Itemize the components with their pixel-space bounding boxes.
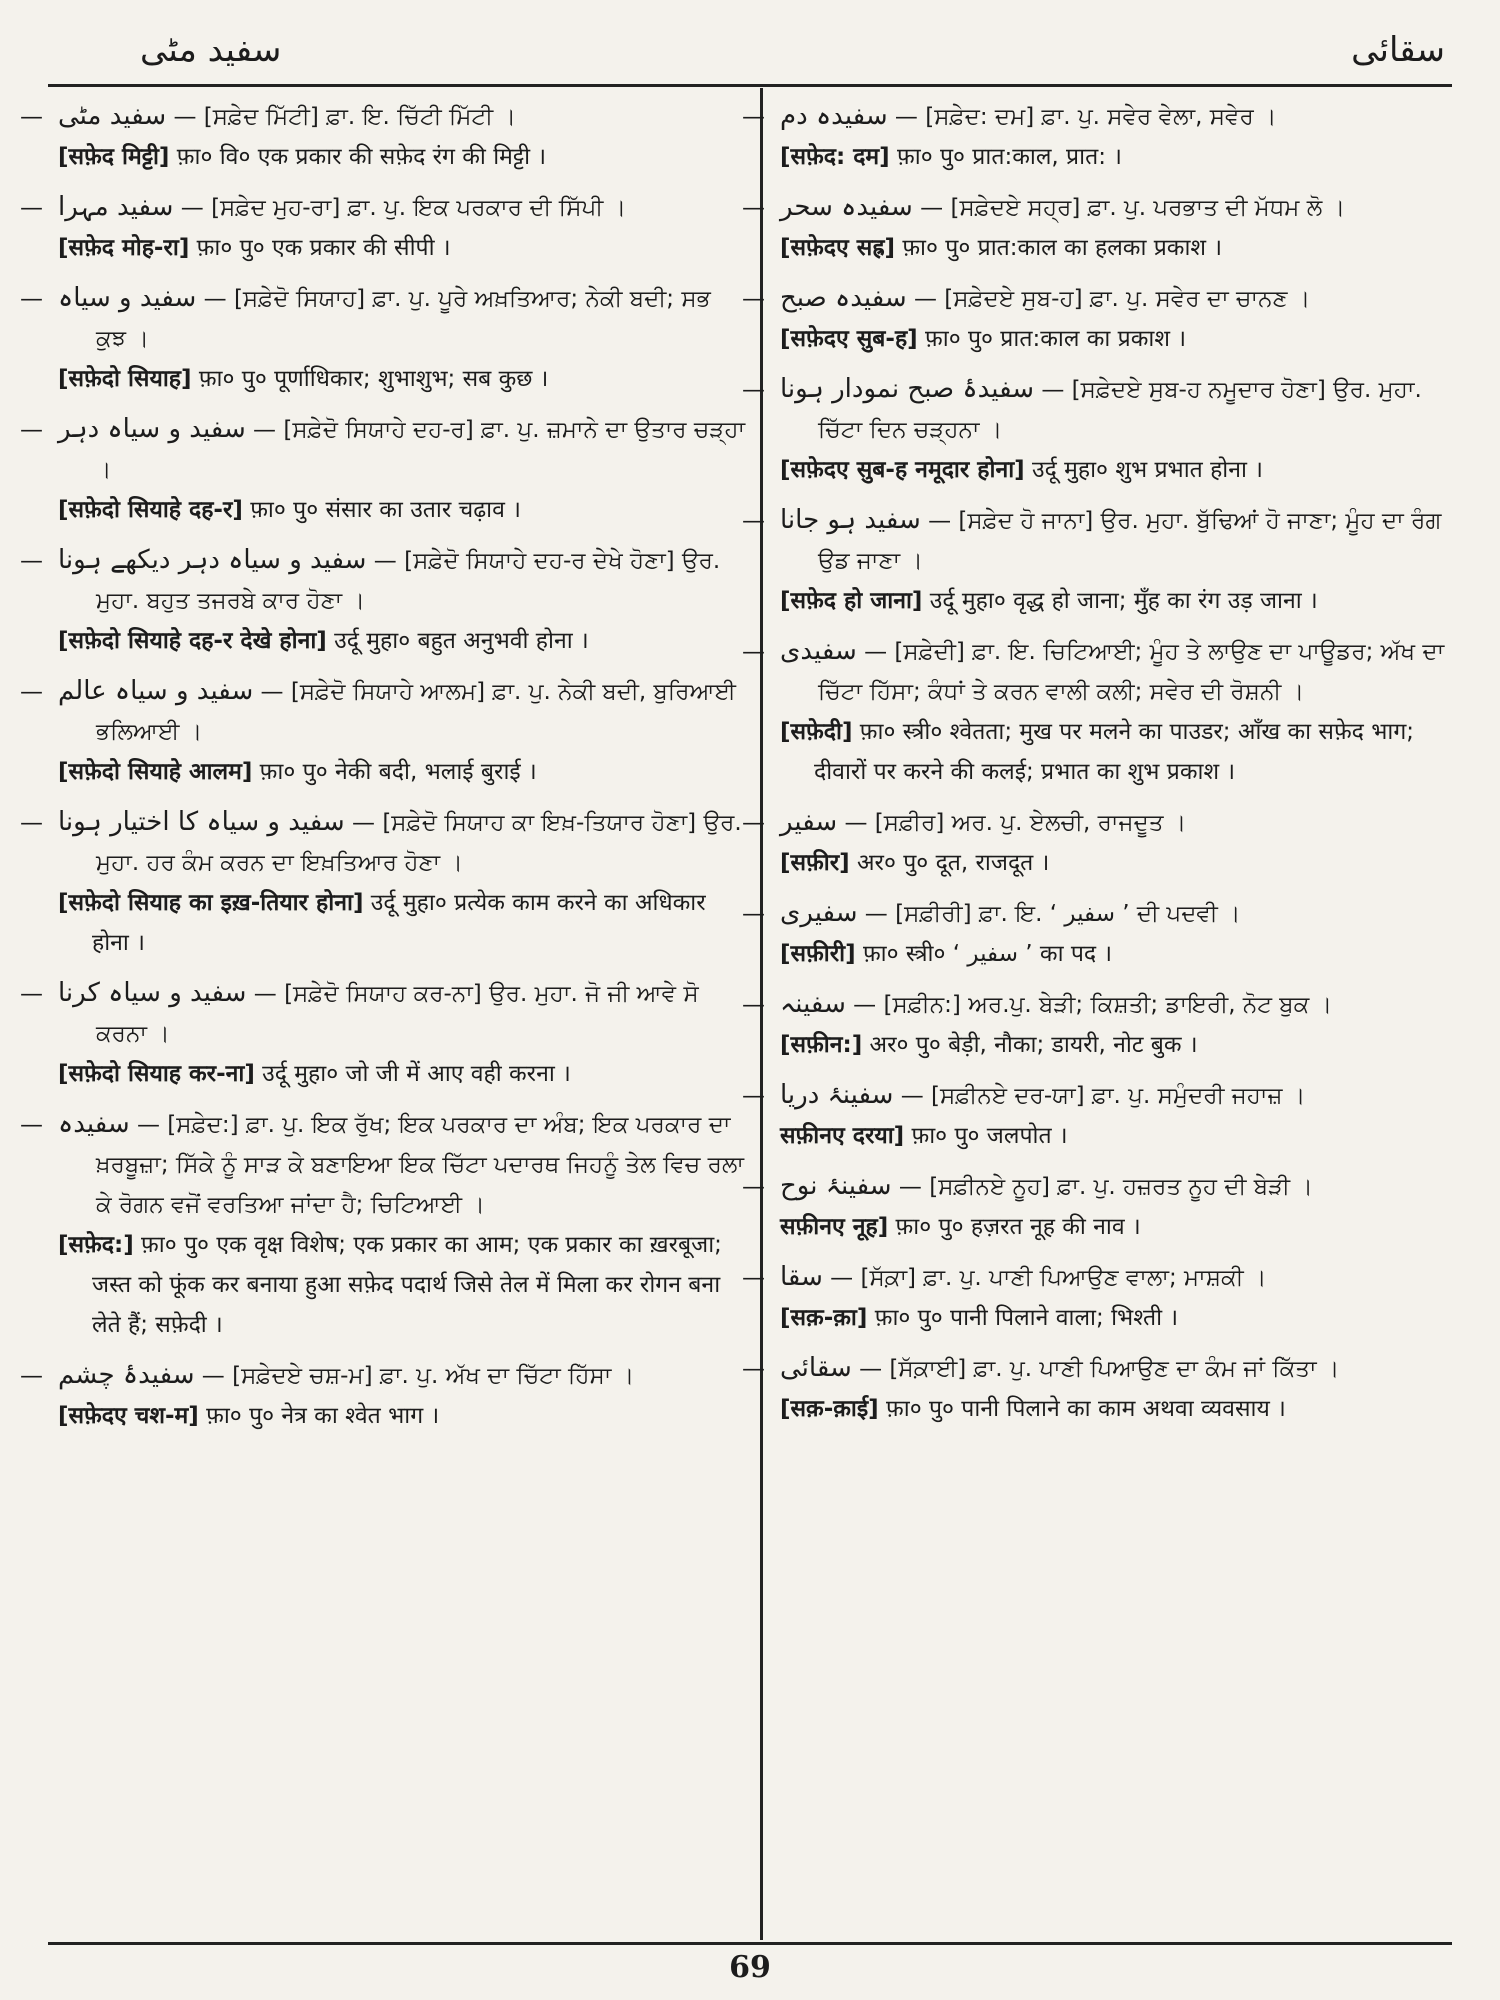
punjabi-definition: ਉਰ. ਮੁਹਾ. ਹਰ ਕੰਮ ਕਰਨ ਦਾ ਇਖ਼ਤਿਆਰ ਹੋਣਾ । [96,810,742,876]
hindi-headword: [सफ़ेद हो जाना] [780,588,923,614]
hindi-definition: फ़ा० पु० एक वृक्ष विशेष; एक प्रकार का आम; एक प्रकार का ख़रबूजा; जस्त को फूंक कर बनाया हुआ सफ़ेद पदार्थ जिसे तेल में मिला कर रोगन बना लेते हैं; सफ़ेदी । [92,1232,722,1338]
punjabi-definition: ਫ਼ਾ. ਪੁ. ਪੂਰੇ ਅਖ਼ਤਿਆਰ; ਨੇਕੀ ਬਦੀ; ਸਭ ਕੁਝ । [96,286,711,352]
urdu-headword: سفید مہرا [58,192,174,222]
hindi-definition: फ़ा० पु० संसार का उतार चढ़ाव । [250,497,521,523]
headword-separator: — [857,901,896,927]
punjabi-definition: ਫ਼ਾ. ਪੁ. ਸਵੇਰ ਵੇਲਾ, ਸਵੇਰ । [1041,104,1277,130]
hindi-line [780,712,1460,792]
punjabi-line: —سفیدہ سحر — [ਸਫ਼ੇਦਏ ਸਹ੍ਰ] ਫ਼ਾ. ਪੁ. ਪਰਭਾਤ ਦੀ ਮੱਧਮ ਲੋ । [742,192,1346,222]
hindi-line [58,1396,748,1436]
punjabi-headword: [ਸਫ਼ੀਨਏ ਦਰ-ਯਾ] [931,1083,1085,1109]
punjabi-definition: ਫ਼ਾ. ਇ. ਚਿੱਟੀ ਮਿੱਟੀ । [326,104,516,130]
punjabi-headword: [ਸਫ਼ੇਦ:] [167,1112,239,1138]
hindi-line [58,1225,748,1345]
punjabi-definition: ਉਰ. ਮੁਹਾ. ਜੋ ਜੀ ਆਵੇ ਸੋ ਕਰਨਾ । [96,981,699,1047]
dictionary-entry [742,500,1460,621]
dictionary-entry [20,973,748,1094]
headword-separator: — [887,104,926,130]
headword-separator: — [893,1083,932,1109]
hindi-definition: फ़ा० पु० प्रात:काल का हलका प्रकाश । [902,235,1223,261]
urdu-headword: سفیر [780,807,838,837]
dictionary-entry [20,540,748,661]
punjabi-definition: ਉਰ. ਮੁਹਾ. ਬਹੁਤ ਤਜਰਬੇ ਕਾਰ ਹੋਣਾ । [96,548,721,614]
urdu-headword: سفید و سیاہ دہر [58,414,246,444]
headword-separator: — [253,679,291,705]
hindi-headword: [सफ़ेदए चश-म] [58,1403,199,1429]
punjabi-line: —سفید و سیاہ عالم — [ਸਫ਼ੇਦੋ ਸਿਯਾਹੇ ਆਲਮ] ਫ਼ਾ. ਪੁ. ਨੇਕੀ ਬਦੀ, ਬੁਰਿਆਈ ਭਲਿਆਈ । [20,676,736,745]
hindi-definition: फ़ा० पु० हज़रत नूह की नाव । [895,1214,1141,1240]
punjabi-line: —سفید و سیاہ — [ਸਫ਼ੇਦੋ ਸਿਯਾਹ] ਫ਼ਾ. ਪੁ. ਪੂਰੇ ਅਖ਼ਤਿਆਰ; ਨੇਕੀ ਬਦੀ; ਸਭ ਕੁਝ । [20,283,711,352]
hindi-headword: [सफ़ीन:] [780,1032,863,1058]
punjabi-headword: [ਸਫ਼ੇਦ ਮੁਹ-ਰਾ] [211,195,341,221]
hindi-headword: सफ़ीनए दरया] [780,1123,905,1149]
right-column [742,96,1460,1936]
punjabi-line: —سفید ہو جانا — [ਸਫ਼ੇਦ ਹੋ ਜਾਨਾ] ਉਰ. ਮੁਹਾ. ਬੁੱਢਿਆਂ ਹੋ ਜਾਣਾ; ਮੂੰਹ ਦਾ ਰੰਗ ਉਡ ਜਾਣਾ । [742,505,1442,574]
hindi-line [780,1298,1460,1338]
punjabi-definition: ਫ਼ਾ. ਪੁ. ਜ਼ਮਾਨੇ ਦਾ ਉਤਾਰ ਚੜ੍ਹਾ । [96,417,746,483]
punjabi-line: —سفیر — [ਸਫ਼ੀਰ] ਅਰ. ਪੁ. ਏਲਚੀ, ਰਾਜਦੂਤ । [742,807,1187,837]
urdu-headword: سفیدہ دم [780,101,888,131]
headword-separator: — [196,286,234,312]
dictionary-entry [20,671,748,792]
hindi-line [58,228,748,268]
headword-separator: — [344,810,383,836]
guide-word-left: سفید مٹی [140,30,282,70]
punjabi-line: —سفید و سیاہ کا اختیار ہونا — [ਸਫ਼ੇਦੋ ਸਿਯਾਹ ਕਾ ਇਖ਼-ਤਿਯਾਰ ਹੋਣਾ] ਉਰ. ਮੁਹਾ. ਹਰ ਕੰਮ ਕਰਨ ਦਾ ਇਖ਼ਤਿਆਰ ਹੋਣਾ । [20,807,742,876]
dictionary-entry [20,278,748,399]
punjabi-definition: ਫ਼ਾ. ਪੁ. ਇਕ ਪਰਕਾਰ ਦੀ ਸਿੱਪੀ । [347,195,627,221]
hindi-line [780,581,1460,621]
punjabi-line: —سفید و سیاہ دہر — [ਸਫ਼ੇਦੋ ਸਿਯਾਹੇ ਦਹ-ਰ] ਫ਼ਾ. ਪੁ. ਜ਼ਮਾਨੇ ਦਾ ਉਤਾਰ ਚੜ੍ਹਾ । [20,414,746,483]
urdu-headword: سفیدہ صبح [780,283,907,313]
headword-separator: — [173,195,212,221]
punjabi-headword: [ਸਫ਼ੇਦਏ ਸੁਬ-ਹ] [944,286,1083,312]
hindi-headword: [सफ़ेद मोह-रा] [58,235,190,261]
headword-separator: — [920,508,959,534]
left-column [20,96,748,1936]
dictionary-entry [20,187,748,268]
hindi-definition: फ़ा० वि० एक प्रकार की सफ़ेद रंग की मिट्टी । [176,144,547,170]
hindi-line [58,752,748,792]
headword-separator: — [906,286,945,312]
dictionary-entry [742,187,1460,268]
punjabi-line: —سفیدہ دم — [ਸਫ਼ੇਦ: ਦਮ] ਫ਼ਾ. ਪੁ. ਸਵੇਰ ਵੇਲਾ, ਸਵੇਰ । [742,101,1277,131]
punjabi-line: —سفید مٹی — [ਸਫ਼ੇਦ ਮਿੱਟੀ] ਫ਼ਾ. ਇ. ਚਿੱਟੀ ਮਿੱਟੀ । [20,101,516,131]
punjabi-definition: ਫ਼ਾ. ਪੁ. ਨੇਕੀ ਬਦੀ, ਬੁਰਿਆਈ ਭਲਿਆਈ । [96,679,736,745]
dictionary-entry [20,96,748,177]
punjabi-headword: [ਸਫ਼ੇਦਏ ਚਸ਼-ਮ] [232,1363,373,1389]
punjabi-line: —سفینہ — [ਸਫ਼ੀਨ:] ਅਰ.ਪੁ. ਬੇੜੀ; ਕਿਸ਼ਤੀ; ਡਾਇਰੀ, ਨੋਟ ਬੁਕ । [742,989,1333,1019]
urdu-headword: سفینۂ نوح [780,1171,892,1201]
dictionary-entry [742,893,1460,974]
urdu-headword: سفیدہ [58,1109,130,1139]
dictionary-entry [742,1257,1460,1338]
urdu-headword: سفید و سیاہ عالم [58,676,254,706]
punjabi-definition: ਅਰ.ਪੁ. ਬੇੜੀ; ਕਿਸ਼ਤੀ; ਡਾਇਰੀ, ਨੋਟ ਬੁਕ । [968,992,1333,1018]
punjabi-definition: ਅਰ. ਪੁ. ਏਲਚੀ, ਰਾਜਦੂਤ । [951,810,1187,836]
headword-separator: — [822,1265,861,1291]
hindi-definition: अर० पु० बेड़ी, नौका; डायरी, नोट बुक । [869,1032,1198,1058]
footer-rule [48,1942,1452,1945]
punjabi-definition: ਫ਼ਾ. ਪੁ. ਹਜ਼ਰਤ ਨੂਹ ਦੀ ਬੇੜੀ । [1057,1174,1313,1200]
punjabi-line: —سفینۂ نوح — [ਸਫ਼ੀਨਏ ਨੂਹ] ਫ਼ਾ. ਪੁ. ਹਜ਼ਰਤ ਨੂਹ ਦੀ ਬੇੜੀ । [742,1171,1313,1201]
hindi-headword: [सफ़ेदए सुब-ह नमूदार होना] [780,457,1025,483]
punjabi-definition: ਫ਼ਾ. ਪੁ. ਇਕ ਰੁੱਖ; ਇਕ ਪਰਕਾਰ ਦਾ ਅੰਬ; ਇਕ ਪਰਕਾਰ ਦਾ ਖ਼ਰਬੂਜ਼ਾ; ਸਿੱਕੇ ਨੂੰ ਸਾੜ ਕੇ ਬਣਾਇਆ ਇਕ ਚਿੱਟਾ ਪਦਾਰਥ ਜਿਹਨੂੰ ਤੇਲ ਵਿਚ ਰਲਾ ਕੇ ਰੋਗਨ ਵਜੋਂ ਵਰਤਿਆ ਜਾਂਦਾ ਹੈ; ਚਿਟਿਆਈ । [96,1112,745,1218]
punjabi-headword: [ਸਫ਼ੇਦਏ ਸਹ੍ਰ] [950,195,1081,221]
urdu-headword: سفیدہ سحر [780,192,913,222]
dictionary-entry [742,278,1460,359]
punjabi-headword: [ਸਫ਼ੀਨਏ ਨੂਹ] [929,1174,1050,1200]
urdu-headword: سقا [780,1262,823,1292]
hindi-headword: [सफ़ेदए सुब-ह] [780,326,918,352]
hindi-definition: उर्दू मुहा० जो जी में आए वही करना । [262,1061,571,1087]
punjabi-headword: [ਸਫ਼ੇਦੀ] [894,639,965,665]
headword-separator: — [129,1112,168,1138]
hindi-line [780,934,1460,974]
punjabi-headword: [ਸਫ਼ੇਦ ਮਿੱਟੀ] [203,104,319,130]
hindi-line [780,137,1460,177]
punjabi-definition: ਫ਼ਾ. ਪੁ. ਪਰਭਾਤ ਦੀ ਮੱਧਮ ਲੋ । [1087,195,1346,221]
hindi-line [780,1207,1460,1247]
page-number: 69 [729,1950,771,1985]
dictionary-entry [742,369,1460,490]
hindi-definition: फ़ा० पु० प्रात:काल का प्रकाश । [925,326,1187,352]
punjabi-headword: [ਸਫ਼ੇਦੋ ਸਿਯਾਹੇ ਆਲਮ] [290,679,486,705]
hindi-definition: फ़ा० पु० पूर्णाधिकार; शुभाशुभ; सब कुछ । [198,366,549,392]
hindi-headword: [सफ़ेद: दम] [780,144,890,170]
hindi-line [58,137,748,177]
urdu-headword: سفینۂ دریا [780,1080,894,1110]
urdu-headword: سفید و سیاہ [58,283,197,313]
hindi-headword: [सफ़ेदए सह्र] [780,235,896,261]
dictionary-entry [742,96,1460,177]
headword-separator: — [1034,377,1072,403]
hindi-definition: फ़ा० स्त्री० ‘ سفیر ’ का पद । [862,941,1113,967]
headword-separator: — [837,810,875,836]
punjabi-headword: [ਸਫ਼ੇਦੋ ਸਿਯਾਹ ਕਾ ਇਖ਼-ਤਿਯਾਰ ਹੋਣਾ] [382,810,697,836]
hindi-headword: [सफ़ेदो सियाहे दह-र] [58,497,243,523]
punjabi-definition: ਫ਼ਾ. ਪੁ. ਅੱਖ ਦਾ ਚਿੱਟਾ ਹਿੱਸਾ । [379,1363,635,1389]
hindi-line [780,450,1460,490]
urdu-headword: سفیدۂ چشم [58,1360,195,1390]
hindi-definition: फ़ा० पु० जलपोत । [911,1123,1068,1149]
dictionary-entry [742,631,1460,792]
punjabi-definition: ਫ਼ਾ. ਇ. ‘ سفیر ’ ਦੀ ਪਦਵੀ । [978,901,1241,927]
headword-separator: — [194,1363,233,1389]
urdu-headword: سقائی [780,1353,852,1383]
punjabi-headword: [ਸਫ਼ੇਦੋ ਸਿਯਾਹ] [233,286,366,312]
punjabi-definition: ਫ਼ਾ. ਇ. ਚਿਟਿਆਈ; ਮੂੰਹ ਤੇ ਲਾਉਣ ਦਾ ਪਾਊਡਰ; ਅੱਖ ਦਾ ਚਿੱਟਾ ਹਿੱਸਾ; ਕੰਧਾਂ ਤੇ ਕਰਨ ਵਾਲੀ ਕਲੀ; ਸਵੇਰ ਦੀ ਰੋਸ਼ਨੀ । [818,639,1445,705]
hindi-line [58,1054,748,1094]
punjabi-line: —سقائی — [ਸੱਕ਼ਾਈ] ਫ਼ਾ. ਪੁ. ਪਾਣੀ ਪਿਆਉਣ ਦਾ ਕੰਮ ਜਾਂ ਕਿੱਤਾ । [742,1353,1340,1383]
headword-separator: — [856,639,895,665]
hindi-definition: फ़ा० पु० पानी पिलाने का काम अथवा व्यवसाय । [886,1396,1286,1422]
punjabi-headword: [ਸੱਕ਼ਾਈ] [889,1356,967,1382]
dictionary-entry [20,1355,748,1436]
punjabi-definition: ਫ਼ਾ. ਪੁ. ਸਵੇਰ ਦਾ ਚਾਨਣ । [1089,286,1311,312]
hindi-definition: उर्दू मुहा० प्रत्येक काम करने का अधिकार होना । [92,890,706,956]
urdu-headword: سفید و سیاہ کا اختیار ہونا [58,807,345,837]
hindi-line [780,319,1460,359]
dictionary-entry [20,1104,748,1345]
urdu-headword: سفید ہو جانا [780,505,921,535]
hindi-headword: [सफ़ेद मिट्टी] [58,144,170,170]
hindi-line [58,490,748,530]
hindi-line [780,1389,1460,1429]
punjabi-headword: [ਸਫ਼ੇਦੋ ਸਿਯਾਹ ਕਰ-ਨਾ] [284,981,482,1007]
guide-word-right: سقائی [1351,30,1445,70]
hindi-definition: फ़ा० स्त्री० श्वेतता; मुख पर मलने का पाउडर; आँख का सफ़ेद भाग; दीवारों पर करने की कलई; प्रभात का शुभ प्रकाश । [814,719,1415,785]
urdu-headword: سفیدی [780,636,857,666]
hindi-definition: फ़ा० पु० नेकी बदी, भलाई बुराई । [259,759,537,785]
punjabi-headword: [ਸੱਕ਼ਾ] [860,1265,916,1291]
hindi-definition: उर्दू मुहा० वृद्ध हो जाना; मुँह का रंग उड़ जाना । [929,588,1318,614]
hindi-headword: सफ़ीनए नूह] [780,1214,889,1240]
headword-separator: — [246,981,285,1007]
hindi-headword: [सफ़ेदो सियाहे आलम] [58,759,253,785]
dictionary-entry [742,802,1460,883]
headword-separator: — [166,104,204,130]
dictionary-entry [742,984,1460,1065]
punjabi-headword: [ਸਫ਼ੇਦਏ ਸੁਬ-ਹ ਨਮੂਦਾਰ ਹੋਣਾ] [1071,377,1326,403]
punjabi-line: —سفینۂ دریا — [ਸਫ਼ੀਨਏ ਦਰ-ਯਾ] ਫ਼ਾ. ਪੁ. ਸਮੁੰਦਰੀ ਜਹਾਜ਼ । [742,1080,1306,1110]
urdu-headword: سفید و سیاہ کرنا [58,978,247,1008]
punjabi-line: —سفید و سیاہ دہر دیکھے ہونا — [ਸਫ਼ੇਦੋ ਸਿਯਾਹੇ ਦਹ-ਰ ਦੇਖੇ ਹੋਣਾ] ਉਰ. ਮੁਹਾ. ਬਹੁਤ ਤਜਰਬੇ ਕਾਰ ਹੋਣਾ । [20,545,721,614]
urdu-headword: سفیری [780,898,858,928]
punjabi-definition: ਉਰ. ਮੁਹਾ. ਚਿੱਟਾ ਦਿਨ ਚੜ੍ਹਨਾ । [818,377,1422,443]
punjabi-line: —سفید و سیاہ کرنا — [ਸਫ਼ੇਦੋ ਸਿਯਾਹ ਕਰ-ਨਾ] ਉਰ. ਮੁਹਾ. ਜੋ ਜੀ ਆਵੇ ਸੋ ਕਰਨਾ । [20,978,699,1047]
punjabi-definition: ਫ਼ਾ. ਪੁ. ਪਾਣੀ ਪਿਆਉਣ ਦਾ ਕੰਮ ਜਾਂ ਕਿੱਤਾ । [973,1356,1340,1382]
punjabi-line: —سفید مہرا — [ਸਫ਼ੇਦ ਮੁਹ-ਰਾ] ਫ਼ਾ. ਪੁ. ਇਕ ਪਰਕਾਰ ਦੀ ਸਿੱਪੀ । [20,192,627,222]
hindi-definition: फ़ा० पु० प्रात:काल, प्रात: । [897,144,1122,170]
punjabi-definition: ਫ਼ਾ. ਪੁ. ਸਮੁੰਦਰੀ ਜਹਾਜ਼ । [1091,1083,1306,1109]
hindi-headword: [सफ़ीरी] [780,941,856,967]
punjabi-line: —سفیدہ — [ਸਫ਼ੇਦ:] ਫ਼ਾ. ਪੁ. ਇਕ ਰੁੱਖ; ਇਕ ਪਰਕਾਰ ਦਾ ਅੰਬ; ਇਕ ਪਰਕਾਰ ਦਾ ਖ਼ਰਬੂਜ਼ਾ; ਸਿੱਕੇ ਨੂੰ ਸਾੜ ਕੇ ਬਣਾਇਆ ਇਕ ਚਿੱਟਾ ਪਦਾਰਥ ਜਿਹਨੂੰ ਤੇਲ ਵਿਚ ਰਲਾ ਕੇ ਰੋਗਨ ਵਜੋਂ ਵਰਤਿਆ ਜਾਂਦਾ ਹੈ; ਚਿਟਿਆਈ । [20,1109,745,1218]
punjabi-definition: ਫ਼ਾ. ਪੁ. ਪਾਣੀ ਪਿਆਉਣ ਵਾਲਾ; ਮਾਸ਼ਕੀ । [923,1265,1267,1291]
hindi-definition: फ़ा० पु० पानी पिलाने वाला; भिश्ती । [874,1305,1179,1331]
header-rule [48,84,1452,87]
headword-separator: — [891,1174,930,1200]
headword-separator: — [851,1356,890,1382]
punjabi-line: —سقا — [ਸੱਕ਼ਾ] ਫ਼ਾ. ਪੁ. ਪਾਣੀ ਪਿਆਉਣ ਵਾਲਾ; ਮਾਸ਼ਕੀ । [742,1262,1267,1292]
punjabi-headword: [ਸਫ਼ੇਦ: ਦਮ] [925,104,1035,130]
punjabi-line: —سفیدہ صبح — [ਸਫ਼ੇਦਏ ਸੁਬ-ਹ] ਫ਼ਾ. ਪੁ. ਸਵੇਰ ਦਾ ਚਾਨਣ । [742,283,1311,313]
hindi-line [58,883,748,963]
hindi-headword: [सक़-क़ा] [780,1305,868,1331]
punjabi-line: —سفیدۂ صبح نمودار ہونا — [ਸਫ਼ੇਦਏ ਸੁਬ-ਹ ਨਮੂਦਾਰ ਹੋਣਾ] ਉਰ. ਮੁਹਾ. ਚਿੱਟਾ ਦਿਨ ਚੜ੍ਹਨਾ । [742,374,1422,443]
urdu-headword: سفیدۂ صبح نمودار ہونا [780,374,1035,404]
urdu-headword: سفید و سیاہ دہر دیکھے ہونا [58,545,367,575]
hindi-line [780,843,1460,883]
punjabi-line: —سفیدی — [ਸਫ਼ੇਦੀ] ਫ਼ਾ. ਇ. ਚਿਟਿਆਈ; ਮੂੰਹ ਤੇ ਲਾਉਣ ਦਾ ਪਾਊਡਰ; ਅੱਖ ਦਾ ਚਿੱਟਾ ਹਿੱਸਾ; ਕੰਧਾਂ ਤੇ ਕਰਨ ਵਾਲੀ ਕਲੀ; ਸਵੇਰ ਦੀ ਰੋਸ਼ਨੀ । [742,636,1445,705]
urdu-headword: سفید مٹی [58,101,167,131]
hindi-line [58,359,748,399]
hindi-definition: अर० पु० दूत, राजदूत । [856,850,1050,876]
dictionary-entry [742,1166,1460,1247]
headword-separator: — [245,417,284,443]
hindi-headword: [सफ़ेद:] [58,1232,134,1258]
headword-separator: — [912,195,951,221]
dictionary-entry [742,1075,1460,1156]
dictionary-entry [742,1348,1460,1429]
hindi-line [780,1116,1460,1156]
punjabi-headword: [ਸਫ਼ੇਦੋ ਸਿਯਾਹੇ ਦਹ-ਰ] [283,417,474,443]
hindi-line [780,1025,1460,1065]
punjabi-line: —سفیدۂ چشم — [ਸਫ਼ੇਦਏ ਚਸ਼-ਮ] ਫ਼ਾ. ਪੁ. ਅੱਖ ਦਾ ਚਿੱਟਾ ਹਿੱਸਾ । [20,1360,635,1390]
hindi-headword: [सक़-क़ाई] [780,1396,879,1422]
hindi-definition: फ़ा० पु० नेत्र का श्वेत भाग । [206,1403,440,1429]
headword-separator: — [366,548,405,574]
hindi-headword: [सफ़ीर] [780,850,850,876]
headword-separator: — [845,992,884,1018]
dictionary-entry [20,409,748,530]
hindi-headword: [सफ़ेदो सियाह कर-ना] [58,1061,255,1087]
hindi-headword: [सफ़ेदो सियाह का इख़-तियार होना] [58,890,364,916]
punjabi-headword: [ਸਫ਼ੇਦ ਹੋ ਜਾਨਾ] [958,508,1094,534]
hindi-definition: उर्दू मुहा० शुभ प्रभात होना । [1032,457,1263,483]
punjabi-headword: [ਸਫ਼ੀਰ] [874,810,945,836]
punjabi-line: —سفیری — [ਸਫ਼ੀਰੀ] ਫ਼ਾ. ਇ. ‘ سفیر ’ ਦੀ ਪਦਵੀ । [742,898,1241,928]
hindi-headword: [सफ़ेदो सियाह] [58,366,192,392]
hindi-headword: [सफ़ेदी] [780,719,853,745]
punjabi-headword: [ਸਫ਼ੀਨ:] [883,992,961,1018]
punjabi-headword: [ਸਫ਼ੀਰੀ] [895,901,972,927]
hindi-headword: [सफ़ेदो सियाहे दह-र देखे होना] [58,628,327,654]
hindi-definition: फ़ा० पु० एक प्रकार की सीपी । [196,235,451,261]
hindi-line [58,621,748,661]
hindi-definition: उर्दू मुहा० बहुत अनुभवी होना । [334,628,589,654]
urdu-headword: سفینہ [780,989,846,1019]
hindi-line [780,228,1460,268]
dictionary-entry [20,802,748,963]
punjabi-definition: ਉਰ. ਮੁਹਾ. ਬੁੱਢਿਆਂ ਹੋ ਜਾਣਾ; ਮੂੰਹ ਦਾ ਰੰਗ ਉਡ ਜਾਣਾ । [818,508,1442,574]
punjabi-headword: [ਸਫ਼ੇਦੋ ਸਿਯਾਹੇ ਦਹ-ਰ ਦੇਖੇ ਹੋਣਾ] [404,548,675,574]
